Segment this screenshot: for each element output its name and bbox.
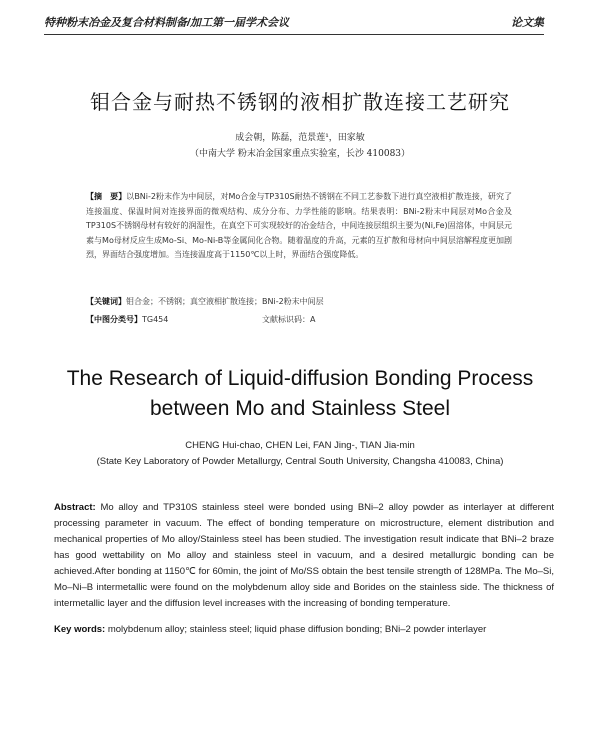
proceedings-label: 论文集 [511,17,544,29]
classification-line [86,314,516,326]
english-abstract [54,500,554,612]
chinese-abstract-text: 以BNi-2粉末作为中间层，对Mo合金与TP310S耐热不锈钢在不同工艺参数下进行真空液相扩散连接，研究了连接温度、保温时间对连接界面的微观结构、成分分布、力学性能的影响。结果表明：BNi-2粉末中间层对Mo合金及TP310S不锈钢母材有较好的润湿性，在真空下可实现较好的冶金结合，中间连接层组织主要为(Ni,Fe)固溶体，中间层元素与Mo母材反应生成Mo-Si、Mo-Ni-B等金属间化合物。随着温度的升高，元素的互扩散和母材向中间层溶解程度更加剧烈，界面结合强度增加。当连接温度高于1150℃以上时，界面结合强度降低。 [86,192,512,259]
english-title [0,364,600,424]
english-keywords-text: molybdenum alloy; stainless steel; liquid phase diffusion bonding; BNi–2 powder interlayer [107,624,487,635]
english-title-line-2: between Mo and Stainless Steel [149,397,451,420]
chinese-keywords [86,296,516,307]
chinese-authors: 成会朝，陈磊，范景莲¹，田家敏 [235,133,365,143]
chinese-abstract [86,190,512,263]
document-code [262,314,315,325]
english-keywords [54,624,554,635]
chinese-title: 钼合金与耐热不锈钢的液相扩散连接工艺研究 [90,90,510,114]
chinese-keywords-label: 【关键词】 [86,297,126,306]
document-code-label: 文献标识码： [262,315,310,324]
chinese-affiliation: （中南大学 粉末冶金国家重点实验室，长沙 410083） [189,149,411,159]
header-divider [44,34,544,35]
english-abstract-text: Mo alloy and TP310S stainless steel were bonded using BNi–2 alloy powder as interlayer at different processing parameter in vacuum. The effect of bonding temperature on microstructure, element distribution and mechanical properties of Mo alloy/Stainless steel has been studied. The investigation result indicate that BNi–2 braze has good wettability on Mo alloy and stainless steel in vacuum, and a desired metallurgic bonding can be achieved.After bonding at 1150℃ for 60min, the joint of Mo/SS obtain the best tensile strength of 128MPa. The Mo–Si, Mo–Ni–B intermetallic were found on the molybdenum alloy side and Borides on the stainless side. The thickness of intermetallic layer and the diffusion level increases with the increasing of bonding temperature. [54,502,555,609]
chinese-abstract-label: 【摘 要】 [86,192,127,201]
english-title-line-1: The Research of Liquid-diffusion Bonding Process [66,367,534,390]
english-affiliation: (State Key Laboratory of Powder Metallurgy, Central South University, Changsha 410083, China) [96,456,504,467]
english-authors: CHENG Hui-chao, CHEN Lei, FAN Jing-, TIAN Jia-min [185,440,415,451]
document-code-value: A [310,315,316,324]
conference-name: 特种粉末冶金及复合材料制备/加工第一届学术会议 [44,17,290,29]
chinese-keywords-text: 钼合金；不锈钢；真空液相扩散连接；BNi-2粉末中间层 [126,297,324,306]
classification-label: 【中图分类号】 [86,315,142,324]
running-header [44,14,544,32]
classification-code: TG454 [142,315,169,324]
english-keywords-label: Key words: [54,624,106,635]
english-abstract-label: Abstract: [54,502,96,513]
